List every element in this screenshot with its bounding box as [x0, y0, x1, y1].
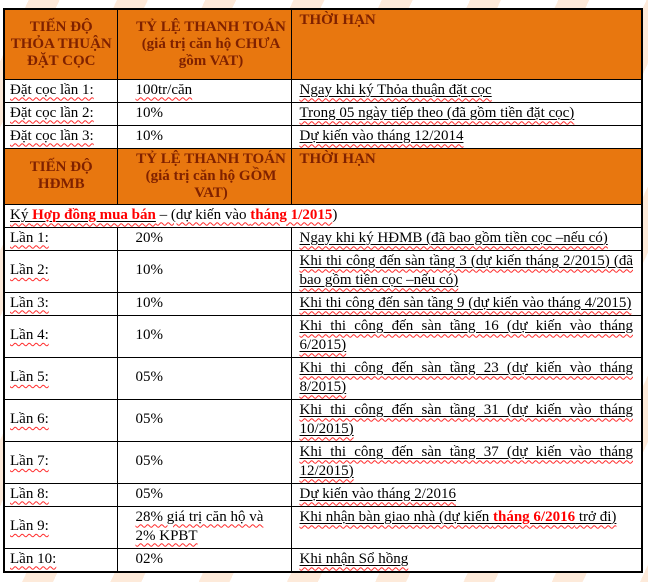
table-cell: [4, 292, 117, 315]
text-segment: 10%: [135, 262, 163, 278]
text-segment: Khi thi công đến sàn tầng 37 (dự kiến vào tháng 12/2015): [299, 443, 633, 479]
text-segment: 10%: [135, 104, 163, 121]
table-cell: [117, 315, 291, 357]
text-segment: Ngay khi ký Thỏa thuận đặt cọc: [299, 81, 492, 98]
text-segment: trở đi): [575, 508, 617, 525]
header-cell: [117, 148, 291, 204]
table-cell: [117, 102, 291, 125]
table-row: [4, 315, 642, 357]
table-cell: [291, 315, 642, 357]
underlined-text: [300, 486, 456, 502]
text-segment: TỶ LỆ THANH TOÁN (giá trị căn hộ CHƯA gồm VAT): [136, 18, 286, 69]
table-cell: [4, 357, 117, 399]
text-segment: – (dự kiến vào: [155, 206, 251, 223]
text-segment: Trong 05 ngày tiếp theo (đã gồm tiền đặt cọc): [299, 104, 575, 121]
underlined-text: [300, 82, 492, 98]
text-segment: Lần 1:: [10, 229, 49, 246]
text-segment: TỶ LỆ THANH TOÁN (giá trị căn hộ GỒM VAT): [136, 150, 286, 201]
header-cell: [4, 9, 117, 79]
table-cell: [291, 292, 642, 315]
text-segment: Khi thi công đến sàn tầng 31 (dự kiến vào tháng 10/2015): [299, 401, 633, 437]
table-row: [4, 292, 642, 315]
text-segment: 05%: [135, 369, 163, 385]
table-row: [4, 548, 642, 572]
underlined-text: [300, 128, 464, 144]
text-segment: Lần 8:: [10, 485, 49, 502]
header-cell: [291, 9, 642, 79]
underlined-text: [300, 105, 575, 121]
section-title-row: [4, 204, 642, 227]
table-cell: [4, 483, 117, 506]
header-row: [4, 9, 642, 79]
text-segment: 02%: [135, 550, 163, 567]
table-cell: [291, 79, 642, 102]
text-segment: 28% giá trị căn hộ và 2% KPBT: [135, 508, 264, 544]
underlined-text: [300, 295, 632, 311]
table-cell: [291, 483, 642, 506]
table-cell: [291, 441, 642, 483]
table-cell: [117, 483, 291, 506]
text-segment: 20%: [135, 229, 163, 246]
table-cell: [291, 399, 642, 441]
payment-schedule-table: [3, 8, 643, 573]
table-cell: [291, 227, 642, 250]
text-segment: Lần 6:: [10, 411, 49, 427]
table-cell: [291, 357, 642, 399]
table-cell: [117, 227, 291, 250]
underlined-text: [300, 551, 409, 567]
text-segment: Khi nhận bàn giao nhà (dự kiến: [299, 508, 493, 525]
table-cell: [4, 125, 117, 148]
text-segment: Lần 2:: [10, 262, 49, 278]
text-segment: Lần 4:: [10, 327, 49, 343]
table-cell: [4, 506, 117, 548]
text-segment: 10%: [135, 127, 163, 144]
table-cell: [4, 102, 117, 125]
table-row: [4, 441, 642, 483]
table-cell: [4, 79, 117, 102]
table-cell: [4, 315, 117, 357]
table-row: [4, 250, 642, 292]
table-cell: [291, 102, 642, 125]
header-cell: [291, 148, 642, 204]
text-segment: Lần 10:: [10, 550, 57, 567]
underlined-text: [300, 444, 634, 479]
text-segment: 10%: [135, 327, 163, 343]
table-cell: [117, 441, 291, 483]
text-segment: 05%: [135, 411, 163, 427]
payment-table-body: [4, 9, 642, 572]
underlined-text: [300, 318, 634, 353]
text-segment: 05%: [135, 485, 163, 502]
table-cell: [4, 548, 117, 572]
text-segment: Hợp đồng mua bán: [32, 206, 156, 223]
section-title-cell: [4, 204, 642, 227]
table-row: [4, 357, 642, 399]
table-row: [4, 399, 642, 441]
underlined-text: [300, 253, 634, 288]
text-segment: 100tr/căn: [135, 81, 193, 98]
text-segment: Ngay khi ký HĐMB (đã bao gồm tiền cọc –nếu có): [299, 229, 608, 246]
text-segment: Khi thi công đến sàn tầng 16 (dự kiến vào tháng 6/2015): [299, 317, 633, 353]
underlined-text: [300, 402, 634, 437]
table-cell: [291, 548, 642, 572]
text-segment: Khi nhận Sổ hồng: [299, 550, 409, 567]
header-row: [4, 148, 642, 204]
text-segment: THỜI HẠN: [299, 150, 376, 167]
text-segment: Lần 9:: [10, 518, 49, 534]
text-segment: Dự kiến vào tháng 12/2014: [299, 127, 464, 144]
table-row: [4, 483, 642, 506]
table-cell: [291, 250, 642, 292]
table-row: [4, 506, 642, 548]
text-segment: THỜI HẠN: [299, 12, 376, 28]
table-row: [4, 102, 642, 125]
table-cell: [117, 250, 291, 292]
text-segment: Đặt cọc lần 3:: [10, 127, 94, 144]
table-cell: [117, 548, 291, 572]
underlined-text: [300, 360, 634, 395]
text-segment: Ký: [10, 206, 33, 223]
text-segment: Lần 7:: [10, 453, 49, 469]
text-segment: Khi thi công đến sàn tầng 23 (dự kiến vào tháng 8/2015): [299, 359, 633, 395]
table-cell: [117, 399, 291, 441]
text-segment: Lần 5:: [10, 369, 49, 385]
text-segment: Đặt cọc lần 1:: [10, 81, 94, 98]
table-cell: [291, 506, 642, 548]
table-cell: [117, 292, 291, 315]
underlined-text: [300, 230, 608, 246]
table-row: [4, 79, 642, 102]
text-segment: ): [332, 206, 338, 223]
table-row: [4, 125, 642, 148]
table-cell: [4, 250, 117, 292]
table-cell: [117, 79, 291, 102]
text-segment: Dự kiến vào tháng 2/2016: [299, 485, 456, 502]
underlined-text: [575, 509, 616, 525]
underlined-text: [32, 207, 156, 223]
header-cell: [4, 148, 117, 204]
text-segment: Khi thi công đến sàn tầng 9 (dự kiến vào tháng 4/2015): [299, 294, 632, 311]
text-segment: tháng 6/2016: [493, 508, 576, 525]
header-cell: [117, 9, 291, 79]
text-segment: Khi thi công đến sàn tầng 3 (dự kiến tháng 2/2015) (đã bao gồm tiền cọc –nếu có): [299, 252, 633, 288]
table-cell: [117, 125, 291, 148]
text-segment: TIẾN ĐỘ HĐMB: [29, 159, 93, 192]
table-cell: [4, 441, 117, 483]
table-cell: [291, 125, 642, 148]
text-segment: tháng 1/2015: [250, 206, 333, 223]
text-segment: 10%: [135, 294, 163, 311]
table-row: [4, 227, 642, 250]
underlined-text: [493, 509, 575, 525]
underlined-text: [10, 207, 32, 223]
underlined-text: [300, 509, 494, 525]
table-cell: [4, 227, 117, 250]
text-segment: TIẾN ĐỘ THỎA THUẬN ĐẶT CỌC: [10, 18, 112, 69]
text-segment: Đặt cọc lần 2:: [10, 104, 94, 121]
text-segment: 05%: [135, 453, 163, 469]
table-cell: [117, 506, 291, 548]
table-cell: [117, 357, 291, 399]
table-cell: [4, 399, 117, 441]
text-segment: Lần 3:: [10, 294, 49, 311]
